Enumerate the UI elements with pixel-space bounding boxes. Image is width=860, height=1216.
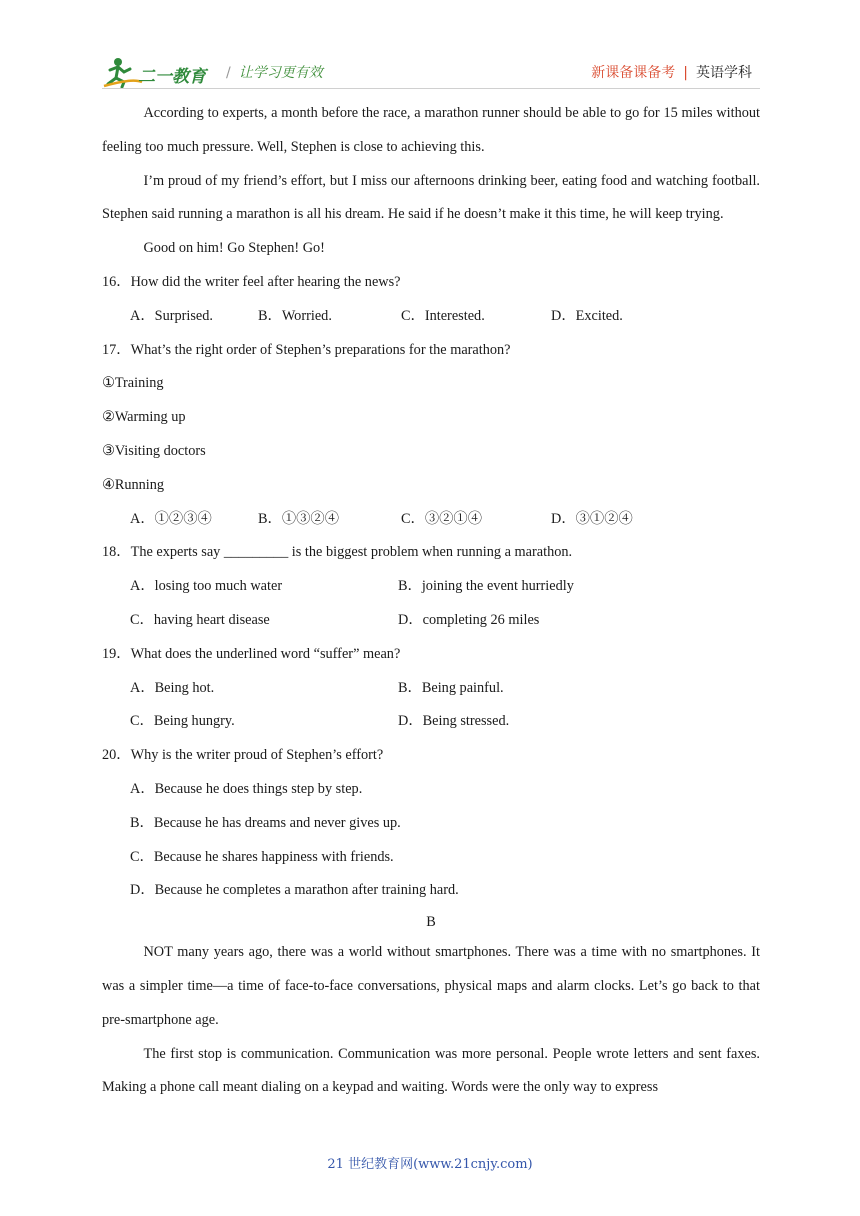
option-d: D．③①②④ (551, 510, 633, 527)
question-19-options-row1 (102, 672, 760, 706)
option-a: A．Because he does things step by step. (130, 780, 363, 797)
question-17-item: ④Running (102, 476, 165, 493)
document-body (102, 97, 760, 1105)
option-b: B．Because he has dreams and never gives up. (130, 814, 401, 831)
option-a: A．Surprised. (130, 307, 213, 324)
option-b: B．joining the event hurriedly (398, 578, 574, 595)
option-a: A．Being hot. (130, 679, 215, 696)
option-c: C．having heart disease (130, 611, 270, 628)
section-b-label: B (426, 914, 436, 931)
option-a: A．losing too much water (130, 578, 283, 595)
option-d: D．completing 26 miles (398, 611, 540, 628)
header-rule (102, 88, 760, 89)
page-header (102, 54, 760, 90)
suffer-word: suffer (319, 645, 354, 662)
question-17-options (102, 503, 760, 537)
option-c: C．Interested. (401, 307, 485, 324)
passage-paragraph: I’m proud of my friend’s effort, but I miss our afternoons drinking beer, eating food and watching football. Stephen said running a marathon is all his dream. He said if he doesn’t make it this time, he will keep trying. (102, 172, 760, 223)
option-b: B．①③②④ (258, 510, 340, 527)
question-16-stem: 16．How did the writer feel after hearing the news? (102, 273, 401, 290)
question-18-stem: 18．The experts say _________ is the biggest problem when running a marathon. (102, 544, 573, 561)
slogan-text: 让学习更有效 (238, 65, 323, 81)
question-18-options-row2 (102, 604, 760, 638)
question-17-item: ②Warming up (102, 409, 186, 426)
question-20-stem: 20．Why is the writer proud of Stephen’s effort? (102, 747, 384, 764)
question-19-stem: 19．What does the underlined word “suffer” mean? (102, 645, 401, 662)
passage-paragraph: NOT many years ago, there was a world without smartphones. There was a time with no smartphones. It was a simpler time—a time of face-to-face conversations, physical maps and alarm clocks. Let’s go back to that pre-smartphone age. (102, 944, 760, 1028)
exam-label: 新课备课备考 (591, 65, 676, 81)
logo-text: 二一教育 (138, 67, 206, 87)
passage-paragraph: According to experts, a month before the race, a marathon runner should be able to go for 15 miles without feeling too much pressure. Well, Stephen is close to achieving this. (102, 105, 760, 155)
question-19-options-row2 (102, 705, 760, 739)
subject-label: 英语学科 (696, 65, 752, 81)
passage-paragraph: Good on him! Go Stephen! Go! (143, 240, 325, 257)
option-c: C．③②①④ (401, 510, 483, 527)
slogan: / 让学习更有效 (226, 65, 323, 81)
passage-paragraph: The first stop is communication. Communication was more personal. People wrote letters and sent faxes. Making a phone call meant dialing on a keypad and waiting. Words were the only way to express (102, 1045, 760, 1096)
option-b: B．Being painful. (398, 679, 504, 696)
question-17-stem: 17．What’s the right order of Stephen’s preparations for the marathon? (102, 341, 511, 358)
option-d: D．Because he completes a marathon after training hard. (130, 882, 459, 899)
question-17-item: ③Visiting doctors (102, 442, 206, 459)
option-c: C．Being hungry. (130, 713, 235, 730)
option-d: D．Excited. (551, 307, 623, 324)
header-right (591, 62, 752, 82)
brand-logo (102, 56, 214, 88)
option-a: A．①②③④ (130, 510, 212, 527)
option-b: B．Worried. (258, 307, 332, 324)
header-separator: | (683, 65, 688, 81)
question-16-options (102, 300, 760, 334)
question-17-item: ①Training (102, 375, 164, 392)
option-c: C．Because he shares happiness with friends. (130, 848, 394, 865)
question-18-options-row1 (102, 570, 760, 604)
option-d: D．Being stressed. (398, 713, 510, 730)
page-footer: 21 世纪教育网(www.21cnjy.com) (327, 1157, 533, 1172)
